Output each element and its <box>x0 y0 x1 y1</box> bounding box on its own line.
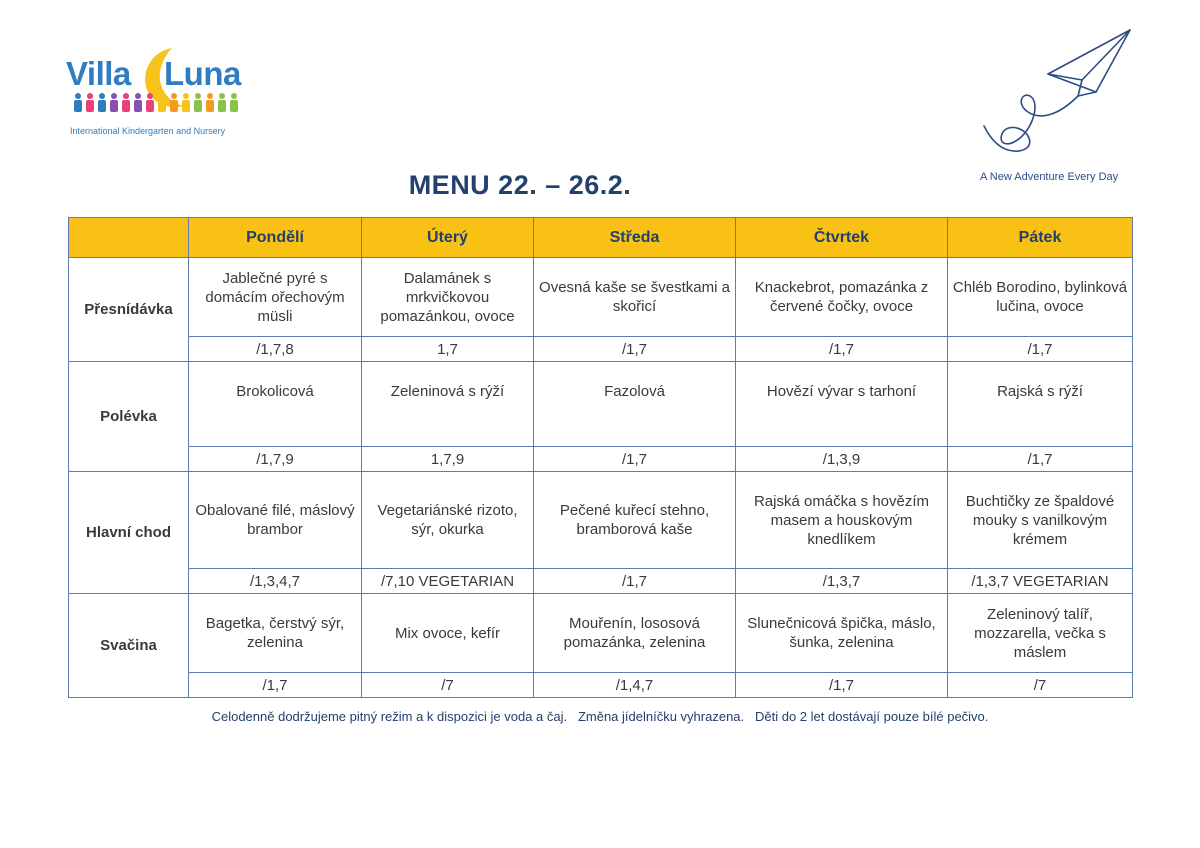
allergen-row <box>69 569 1133 594</box>
food-cell: Bagetka, čerstvý sýr, zelenina <box>189 594 362 673</box>
allergen-cell: /1,7 <box>534 569 736 594</box>
meal-label: Přesnídávka <box>69 258 189 362</box>
allergen-cell: /1,7 <box>948 447 1133 472</box>
allergen-cell: /1,3,7 <box>736 569 948 594</box>
food-cell: Ovesná kaše se švestkami a skořicí <box>534 258 736 337</box>
food-cell: Obalované filé, máslový brambor <box>189 472 362 569</box>
allergen-cell: /7,10 VEGETARIAN <box>362 569 534 594</box>
allergen-cell: /1,3,9 <box>736 447 948 472</box>
paper-plane-icon <box>978 26 1138 162</box>
allergen-row <box>69 337 1133 362</box>
page-title: MENU 22. – 26.2. <box>408 170 632 200</box>
meal-row-svacina <box>69 594 1133 673</box>
food-cell: Fazolová <box>534 362 736 447</box>
logo-name-villa: Villa <box>66 55 131 92</box>
food-cell: Knackebrot, pomazánka z červené čočky, ovoce <box>736 258 948 337</box>
food-cell: Brokolicová <box>189 362 362 447</box>
food-cell: Chléb Borodino, bylinková lučina, ovoce <box>948 258 1133 337</box>
logo-tagline: International Kindergarten and Nursery <box>70 126 226 136</box>
slogan: A New Adventure Every Day <box>980 171 1119 183</box>
day-header: Pátek <box>948 218 1133 258</box>
food-cell: Rajská omáčka s hovězím masem a houskovým knedlíkem <box>736 472 948 569</box>
footer-note: Celodenně dodržujeme pitný režim a k dispozici je voda a čaj. Změna jídelníčku vyhrazena. Děti do 2 let dostávají pouze bílé pečivo. <box>211 709 989 724</box>
allergen-cell: /1,7,9 <box>189 447 362 472</box>
header-corner <box>69 218 189 258</box>
food-cell: Buchtičky ze špaldové mouky s vanilkovým krémem <box>948 472 1133 569</box>
food-cell: Slunečnicová špička, máslo, šunka, zelenina <box>736 594 948 673</box>
allergen-cell: 1,7,9 <box>362 447 534 472</box>
allergen-cell: /1,7,8 <box>189 337 362 362</box>
food-cell: Rajská s rýží <box>948 362 1133 447</box>
meal-row-polevka <box>69 362 1133 447</box>
allergen-cell: /1,7 <box>534 337 736 362</box>
meal-row-hlavni-chod <box>69 472 1133 569</box>
food-cell: Hovězí vývar s tarhoní <box>736 362 948 447</box>
allergen-cell: /7 <box>362 673 534 698</box>
allergen-cell: /7 <box>948 673 1133 698</box>
allergen-cell: /1,4,7 <box>534 673 736 698</box>
food-cell: Vegetariánské rizoto, sýr, okurka <box>362 472 534 569</box>
food-cell: Mix ovoce, kefír <box>362 594 534 673</box>
logo-name-luna: Luna <box>164 55 241 92</box>
allergen-cell: /1,7 <box>534 447 736 472</box>
food-cell: Dalamánek s mrkvičkovou pomazánkou, ovoce <box>362 258 534 337</box>
meal-label: Hlavní chod <box>69 472 189 594</box>
allergen-cell: 1,7 <box>362 337 534 362</box>
allergen-cell: /1,3,4,7 <box>189 569 362 594</box>
day-header: Čtvrtek <box>736 218 948 258</box>
menu-table <box>68 217 1133 698</box>
villa-luna-logo <box>66 44 246 140</box>
allergen-cell: /1,7 <box>189 673 362 698</box>
day-header: Pondělí <box>189 218 362 258</box>
food-cell: Mouřenín, lososová pomazánka, zelenina <box>534 594 736 673</box>
allergen-row <box>69 673 1133 698</box>
allergen-cell: /1,7 <box>948 337 1133 362</box>
allergen-cell: /1,7 <box>736 673 948 698</box>
allergen-row <box>69 447 1133 472</box>
allergen-cell: /1,3,7 VEGETARIAN <box>948 569 1133 594</box>
food-cell: Zeleninová s rýží <box>362 362 534 447</box>
meal-label: Polévka <box>69 362 189 472</box>
header-row <box>69 218 1133 258</box>
meal-label: Svačina <box>69 594 189 698</box>
allergen-cell: /1,7 <box>736 337 948 362</box>
day-header: Úterý <box>362 218 534 258</box>
food-cell: Pečené kuřecí stehno, bramborová kaše <box>534 472 736 569</box>
food-cell: Jablečné pyré s domácím ořechovým müsli <box>189 258 362 337</box>
children-figures-icon <box>70 92 242 114</box>
food-cell: Zeleninový talíř, mozzarella, večka s máslem <box>948 594 1133 673</box>
day-header: Středa <box>534 218 736 258</box>
meal-row-presnidavka <box>69 258 1133 337</box>
